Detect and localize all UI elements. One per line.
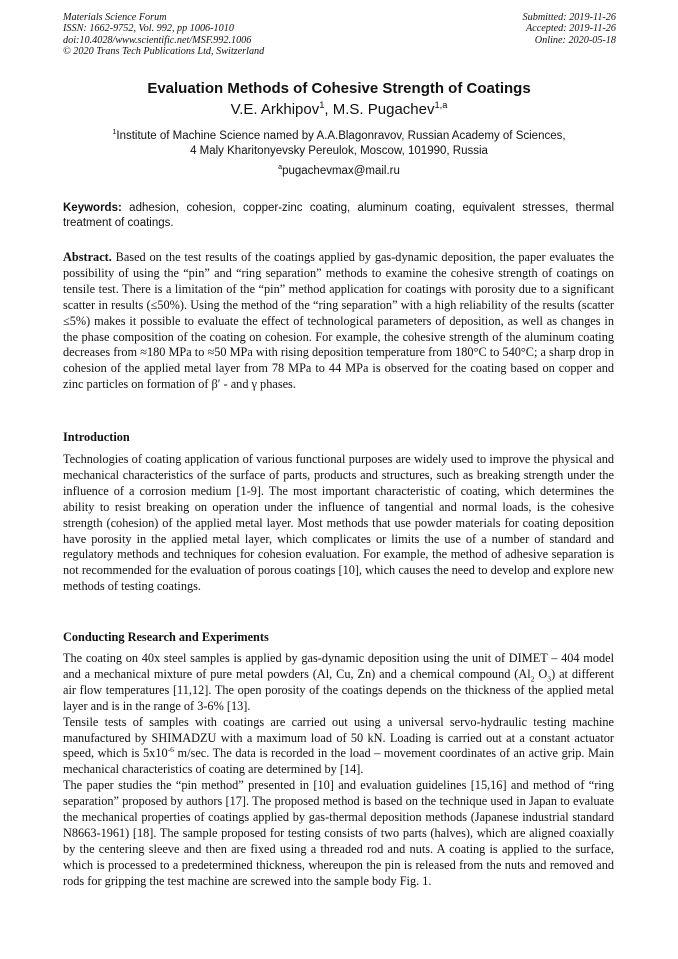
email-address: pugachevmax@mail.ru <box>282 165 400 177</box>
author-name: V.E. Arkhipov <box>230 101 320 118</box>
affiliation-line: 4 Maly Kharitonyevsky Pereulok, Moscow, 101990, Russia <box>190 145 488 157</box>
journal-doi: doi:10.4028/www.scientific.net/MSF.992.1006 <box>63 34 252 46</box>
journal-copyright: © 2020 Trans Tech Publications Ltd, Switzerland <box>63 46 265 58</box>
author-list <box>0 101 678 118</box>
research-paragraph: Tensile tests of samples with coatings are carried out using a universal servo-hydraulic testing machine manufactured by SHIMADZU with a maximum load of 50 kN. Loading is carried out at a constant actuator speed, which is $5x10^{-6}$ m/sec. The data is recorded in the load – movement coordinates of an active grip. Main mechanical characteristics of coating are determined by [14]. <box>63 714 614 777</box>
abstract <box>63 250 614 393</box>
affiliation-mark: 1 <box>112 128 117 137</box>
journal-issn: ISSN: 1662-9752, Vol. 992, pp 1006-1010 <box>63 23 234 35</box>
section-heading-introduction: Introduction <box>63 430 130 444</box>
introduction-paragraph: Technologies of coating application of various functional purposes are widely used to improve the physical and mechanical characteristics of the surface of parts, products and structures, such as breaking strength under the influence of a corrosion medium [1-9]. The most important characteristic of coating, which determines the ability to resist breaking on operation under the influence of tangential and normal loads, is the cohesive strength (cohesion) of the applied metal layer. Most methods that use powder materials for coating deposition have porosity in the applied metal layer, which complicates or limits the use of a number of standard and regulatory methods and techniques for cohesion evaluation. For example, the method of adhesive separation is not recommended for the evaluation of porous coatings [10], which causes the need to develop and explore new methods of testing coatings. <box>63 452 614 594</box>
dates-header <box>523 12 616 46</box>
abstract-label: Abstract. <box>63 250 112 264</box>
section-heading-research: Conducting Research and Experiments <box>63 630 269 644</box>
research-paragraph: The paper studies the “pin method” presented in [10] and evaluation guidelines [15,16] and method of “ring separation” proposed by authors [17]. The proposed method is based on the technique used in Japan to evaluate the mechanical properties of coatings applied by gas-thermal deposition methods (Japanese industrial standard N8663-1961) [18]. The sample proposed for testing consists of two parts (halves), which are aligned coaxially by the centering sleeve and then are fixed using a threaded rod and nuts. A coating is applied to the surface, which is processed to a predetermined thickness, whereupon the pin is released from the nuts and removed and rods for gripping the test machine are screwed into the sample body Fig. 1. <box>63 778 614 888</box>
author-email <box>0 165 678 177</box>
keywords <box>63 201 614 231</box>
keywords-text: adhesion, cohesion, copper-zinc coating, aluminum coating, equivalent stresses, thermal treatment of coatings. <box>63 202 614 229</box>
research-paragraph: The coating on 40x steel samples is applied by gas-dynamic deposition using the unit of DIMET – 404 model and a mechanical mixture of pure metal powders (Al, Cu, Zn) and a chemical compound ($Al_2$ $O_3$) at different air flow temperatures [11,12]. The open porosity of the coatings depends on the thickness of the applied metal layer and is in the range of 3-6% [13]. <box>63 651 614 713</box>
research-section <box>63 651 614 890</box>
submitted-date: Submitted: 2019-11-26 <box>522 12 616 23</box>
accepted-date: Accepted: 2019-11-26 <box>525 23 616 35</box>
author-affiliation-mark: 1 <box>319 100 325 110</box>
journal-name: Materials Science Forum <box>63 12 167 23</box>
journal-header <box>63 12 264 58</box>
online-date: Online: 2020-05-18 <box>534 34 616 46</box>
author-affiliation-mark: 1,a <box>434 100 448 110</box>
affiliation <box>0 129 678 159</box>
affiliation-line: $^1$Institute of Machine Science named by A.A.Blagonravov, Russian Academy of Sciences, <box>112 128 566 142</box>
email-mark: a <box>278 163 283 172</box>
paper-title: Evaluation Methods of Cohesive Strength of Coatings <box>147 80 531 97</box>
abstract-text: Based on the test results of the coatings applied by gas-dynamic deposition, the paper evaluates the possibility of using the “pin” and “ring separation” methods to examine the cohesive strength of coatings on tensile test. There is a limitation of the “pin” method application for coatings with porosity due to a significant scatter in results (≤50%). Using the method of the “ring separation” with a high reliability of the results (scatter ≤5%) makes it possible to evaluate the effect of technological parameters of deposition, as well as changes in the phase composition of the coating on cohesion. For example, the cohesive strength of the aluminum coating decreases from ≈180 MPa to ≈50 MPa with rising deposition temperature from 180°C to 540°C; a sharp drop in cohesion of the applied metal layer from 78 MPa to 44 MPa is observed for the coating based on copper and zinc particles on formation of β′ - and γ phases. <box>63 250 614 392</box>
author-name: M.S. Pugachev <box>332 101 435 118</box>
author-separator: , <box>324 101 333 118</box>
keywords-label: Keywords: <box>63 202 122 214</box>
